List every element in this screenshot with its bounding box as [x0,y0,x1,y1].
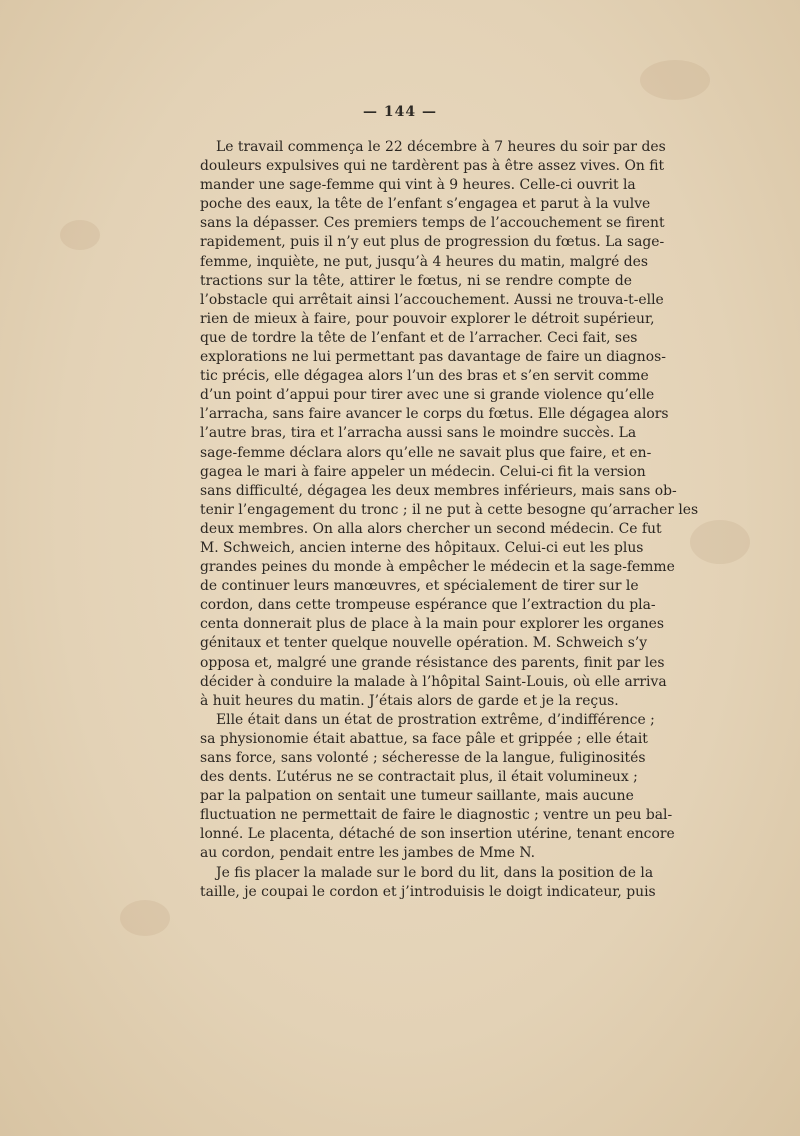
paragraph [200,711,675,864]
text-line: au cordon, pendait entre les jambes de Mme N. [200,845,536,862]
text-line: femme, inquiète, ne put, jusqu’à 4 heures du matin, malgré des [200,253,649,270]
paper-stain [120,900,170,936]
text-line: Je fis placer la malade sur le bord du lit, dans la position de la [216,864,654,881]
text-line: douleurs expulsives qui ne tardèrent pas à être assez vives. On fit [200,158,665,175]
text-line: l’obstacle qui arrêtait ainsi l’accouchement. Aussi ne trouva-t-elle [200,291,664,308]
paper-stain [690,520,750,564]
text-line: sans force, sans volonté ; sécheresse de la langue, fuliginosités [200,750,646,766]
text-line: Le travail commença le 22 décembre à 7 heures du soir par des [216,139,666,155]
text-line: cordon, dans cette trompeuse espérance que l’extraction du pla- [200,597,656,614]
text-line: rapidement, puis il n’y eut plus de progression du fœtus. La sage- [200,234,665,251]
text-line: poche des eaux, la tête de l’enfant s’engagea et parut à la vulve [200,196,651,213]
text-line: M. Schweich, ancien interne des hôpitaux. Celui-ci eut les plus [200,539,644,556]
text-line: par la palpation on sentait une tumeur saillante, mais aucune [200,788,634,805]
text-line: de continuer leurs manœuvres, et spécialement de tirer sur le [200,578,639,595]
paragraph [200,864,656,902]
text-line: l’arracha, sans faire avancer le corps du fœtus. Elle dégagea alors [200,406,669,423]
text-line: centa donnerait plus de place à la main pour explorer les organes [200,616,665,633]
text-line: grandes peines du monde à empêcher le médecin et la sage-femme [200,559,675,576]
text-line: rien de mieux à faire, pour pouvoir explorer le détroit supérieur, [200,310,655,327]
text-line: taille, je coupai le cordon et j’introduisis le doigt indicateur, puis [200,883,656,900]
text-line: tenir l’engagement du tronc ; il ne put à cette besogne qu’arracher les [200,501,699,518]
text-line: sa physionomie était abattue, sa face pâle et grippée ; elle était [200,730,648,747]
text-line: tractions sur la tête, attirer le fœtus, ni se rendre compte de [200,272,632,289]
paper-stain [60,220,100,250]
text-line: lonné. Le placenta, détaché de son insertion utérine, tenant encore [200,826,675,843]
text-line: d’un point d’appui pour tirer avec une si grande violence qu’elle [200,387,655,404]
text-line: opposa et, malgré une grande résistance des parents, finit par les [200,654,665,671]
text-line: sans la dépasser. Ces premiers temps de l’accouchement se firent [200,215,665,232]
text-line: deux membres. On alla alors chercher un second médecin. Ce fut [200,520,662,537]
text-body [200,138,699,902]
text-line: à huit heures du matin. J’étais alors de garde et je la reçus. [200,692,619,709]
page-number: — 144 — [363,104,437,120]
text-line: décider à conduire la malade à l’hôpital Saint-Louis, où elle arriva [200,673,667,690]
text-line: que de tordre la tête de l’enfant et de l’arracher. Ceci fait, ses [200,329,638,346]
text-line: sage-femme déclara alors qu’elle ne savait plus que faire, et en- [200,444,652,461]
text-line: l’autre bras, tira et l’arracha aussi sans le moindre succès. La [200,425,637,442]
text-line: Elle était dans un état de prostration extrême, d’indifférence ; [216,711,655,728]
text-line: fluctuation ne permettait de faire le diagnostic ; ventre un peu bal- [200,807,673,824]
text-line: gagea le mari à faire appeler un médecin. Celui-ci fit la version [200,463,646,480]
text-line: des dents. L’utérus ne se contractait plus, il était volumineux ; [200,769,638,786]
text-line: génitaux et tenter quelque nouvelle opération. M. Schweich s’y [200,635,648,652]
text-line: sans difficulté, dégagea les deux membres inférieurs, mais sans ob- [200,482,677,499]
text-line: mander une sage-femme qui vint à 9 heures. Celle-ci ouvrit la [200,177,636,194]
text-line: explorations ne lui permettant pas davantage de faire un diagnos- [200,349,666,366]
paragraph [200,138,699,711]
paper-stain [640,60,710,100]
text-line: tic précis, elle dégagea alors l’un des bras et s’en servit comme [200,368,649,385]
